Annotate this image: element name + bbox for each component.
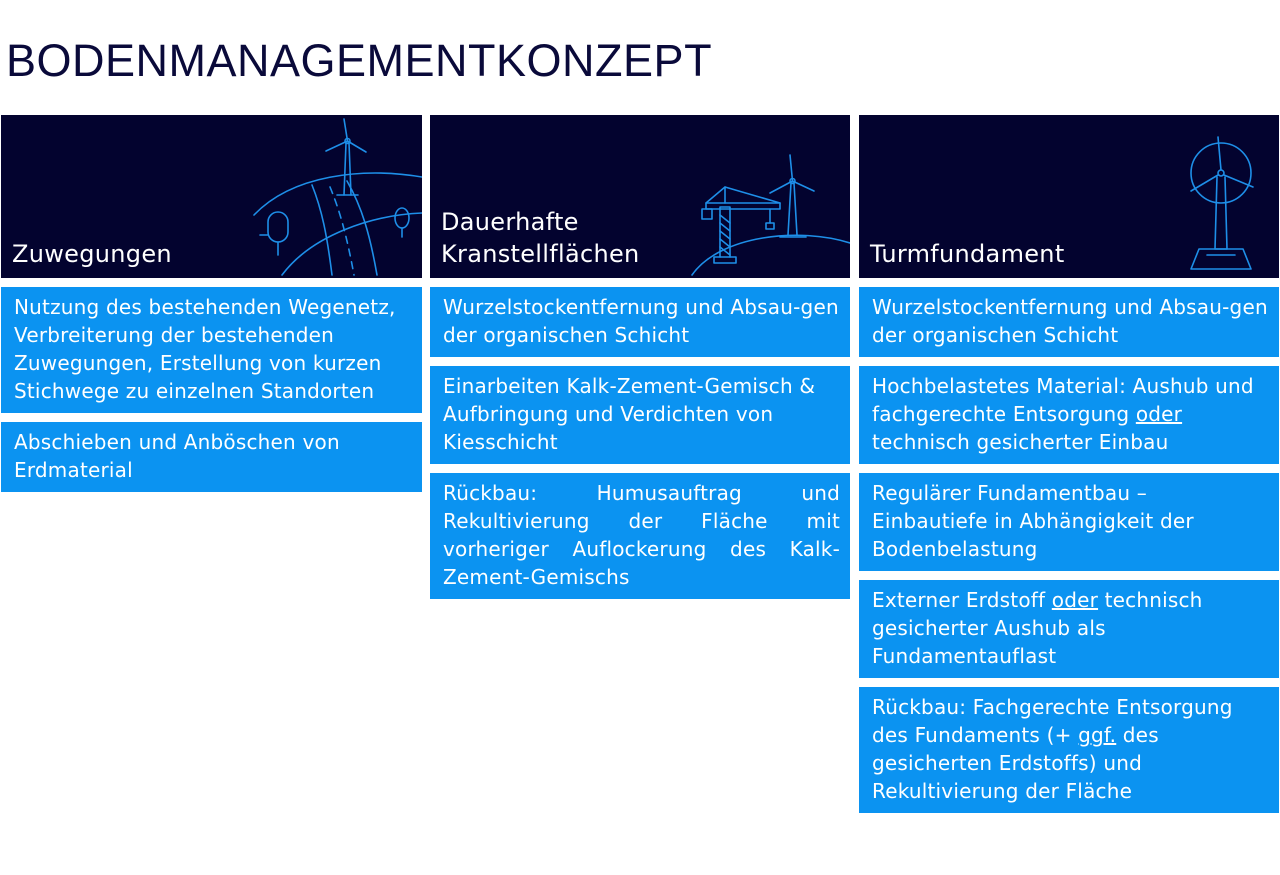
column-kranstellflaechen <box>430 115 850 599</box>
column-header-title: Zuwegungen <box>12 240 172 268</box>
card-text: Rückbau: Fachgerechte Entsorgung des Fundaments (+ <box>872 695 1233 747</box>
column-zuwegungen <box>1 115 422 492</box>
card-text: technisch gesicherter Einbau <box>872 430 1169 454</box>
road-landscape-wind-turbine-icon <box>252 115 422 278</box>
page-title: BODENMANAGEMENTKONZEPT <box>6 35 713 86</box>
column-header-title: Turmfundament <box>870 240 1065 268</box>
column-turmfundament <box>859 115 1279 813</box>
column-header <box>1 115 422 278</box>
card-text: technisch gesicherter Aushub als Fundamentauflast <box>872 588 1203 668</box>
wind-turbine-foundation-icon <box>1159 115 1279 278</box>
card-text: des gesicherten Erdstoffs) und Rekultivierung der Fläche <box>872 723 1159 803</box>
info-card: Wurzelstockentfernung und Absau-gen der organischen Schicht <box>430 287 850 357</box>
info-card <box>859 366 1279 464</box>
card-text-underlined: oder <box>1135 402 1183 426</box>
info-card <box>859 580 1279 678</box>
card-text-underlined: ggf. <box>1078 723 1117 747</box>
card-text: Externer Erdstoff <box>872 588 1052 612</box>
column-header-title: Dauerhafte Kranstellflächen <box>441 208 640 268</box>
info-card: Wurzelstockentfernung und Absau-gen der organischen Schicht <box>859 287 1279 357</box>
info-card <box>859 687 1279 813</box>
info-card: Abschieben und Anböschen von Erdmaterial <box>1 422 422 492</box>
card-text: Hochbelastetes Material: Aushub und fachgerechte Entsorgung <box>872 374 1254 426</box>
info-card: Rückbau: Humusauftrag und Rekultivierung der Fläche mit vorheriger Auflockerung des Kalk-Zement-Gemischs <box>430 473 850 599</box>
crane-wind-turbine-icon <box>690 115 850 278</box>
column-header <box>859 115 1279 278</box>
card-text-underlined: oder <box>1051 588 1099 612</box>
info-card: Einarbeiten Kalk-Zement-Gemisch & Aufbringung und Verdichten von Kiesschicht <box>430 366 850 464</box>
column-header <box>430 115 850 278</box>
info-card: Regulärer Fundamentbau – Einbautiefe in Abhängigkeit der Bodenbelastung <box>859 473 1279 571</box>
info-card: Nutzung des bestehenden Wegenetz, Verbreiterung der bestehenden Zuwegungen, Erstellung von kurzen Stichwege zu einzelnen Standorten <box>1 287 422 413</box>
